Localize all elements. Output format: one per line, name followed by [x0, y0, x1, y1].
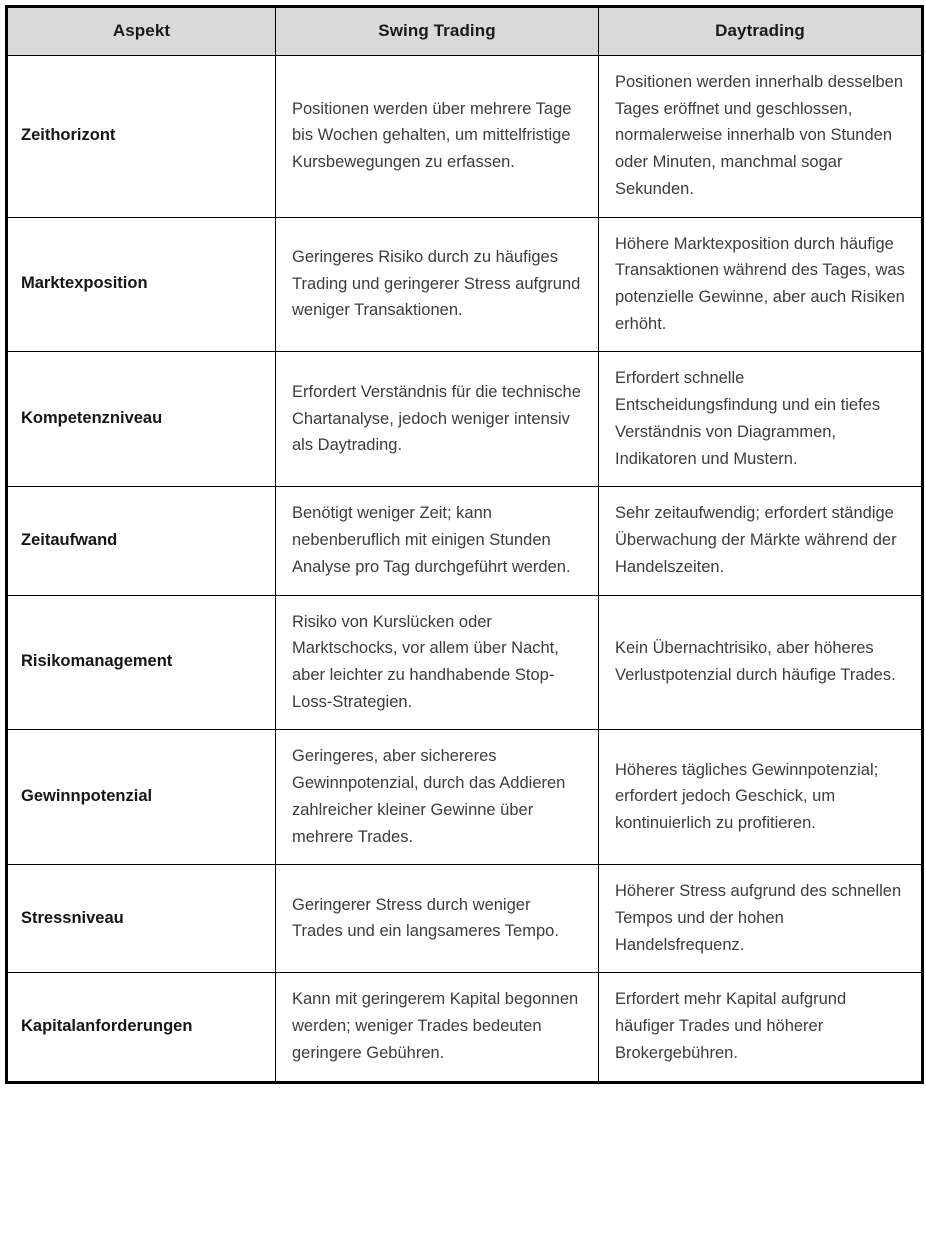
table-row — [7, 730, 923, 865]
aspect-label: Gewinnpotenzial — [7, 730, 276, 865]
daytrading-description: Höherer Stress aufgrund des schnellen Tempos und der hohen Handelsfrequenz. — [599, 865, 923, 973]
aspect-label: Marktexposition — [7, 217, 276, 352]
table-header — [7, 7, 923, 56]
table-row — [7, 973, 923, 1082]
column-header-swing-trading: Swing Trading — [276, 7, 599, 56]
aspect-label: Stressniveau — [7, 865, 276, 973]
swing-trading-description: Risiko von Kurslücken oder Marktschocks, vor allem über Nacht, aber leichter zu handhabende Stop-Loss-Strategien. — [276, 595, 599, 730]
column-header-aspect: Aspekt — [7, 7, 276, 56]
table-row — [7, 595, 923, 730]
swing-trading-description: Geringerer Stress durch weniger Trades und ein langsameres Tempo. — [276, 865, 599, 973]
table-row — [7, 56, 923, 218]
daytrading-description: Erfordert mehr Kapital aufgrund häufiger Trades und höherer Brokergebühren. — [599, 973, 923, 1082]
swing-trading-description: Geringeres, aber sichereres Gewinnpotenzial, durch das Addieren zahlreicher kleiner Gewinne über mehrere Trades. — [276, 730, 599, 865]
aspect-label: Zeitaufwand — [7, 487, 276, 595]
daytrading-description: Sehr zeitaufwendig; erfordert ständige Überwachung der Märkte während der Handelszeiten. — [599, 487, 923, 595]
swing-trading-description: Kann mit geringerem Kapital begonnen werden; weniger Trades bedeuten geringere Gebühren. — [276, 973, 599, 1082]
aspect-label: Kapitalanforderungen — [7, 973, 276, 1082]
header-row — [7, 7, 923, 56]
daytrading-description: Positionen werden innerhalb desselben Tages eröffnet und geschlossen, normalerweise innerhalb von Stunden oder Minuten, manchmal sogar Sekunden. — [599, 56, 923, 218]
swing-trading-description: Geringeres Risiko durch zu häufiges Trading und geringerer Stress aufgrund weniger Transaktionen. — [276, 217, 599, 352]
aspect-label: Risikomanagement — [7, 595, 276, 730]
table-row — [7, 487, 923, 595]
swing-trading-description: Benötigt weniger Zeit; kann nebenberuflich mit einigen Stunden Analyse pro Tag durchgeführt werden. — [276, 487, 599, 595]
daytrading-description: Erfordert schnelle Entscheidungsfindung und ein tiefes Verständnis von Diagrammen, Indikatoren und Mustern. — [599, 352, 923, 487]
aspect-label: Kompetenzniveau — [7, 352, 276, 487]
table-row — [7, 352, 923, 487]
swing-trading-description: Positionen werden über mehrere Tage bis Wochen gehalten, um mittelfristige Kursbewegungen zu erfassen. — [276, 56, 599, 218]
daytrading-description: Höheres tägliches Gewinnpotenzial; erfordert jedoch Geschick, um kontinuierlich zu profitieren. — [599, 730, 923, 865]
swing-trading-description: Erfordert Verständnis für die technische Chartanalyse, jedoch weniger intensiv als Daytrading. — [276, 352, 599, 487]
table-row — [7, 865, 923, 973]
table-row — [7, 217, 923, 352]
daytrading-description: Kein Übernachtrisiko, aber höheres Verlustpotenzial durch häufige Trades. — [599, 595, 923, 730]
comparison-table — [5, 5, 924, 1084]
daytrading-description: Höhere Marktexposition durch häufige Transaktionen während des Tages, was potenzielle Gewinne, aber auch Risiken erhöht. — [599, 217, 923, 352]
column-header-daytrading: Daytrading — [599, 7, 923, 56]
aspect-label: Zeithorizont — [7, 56, 276, 218]
table-body — [7, 56, 923, 1083]
